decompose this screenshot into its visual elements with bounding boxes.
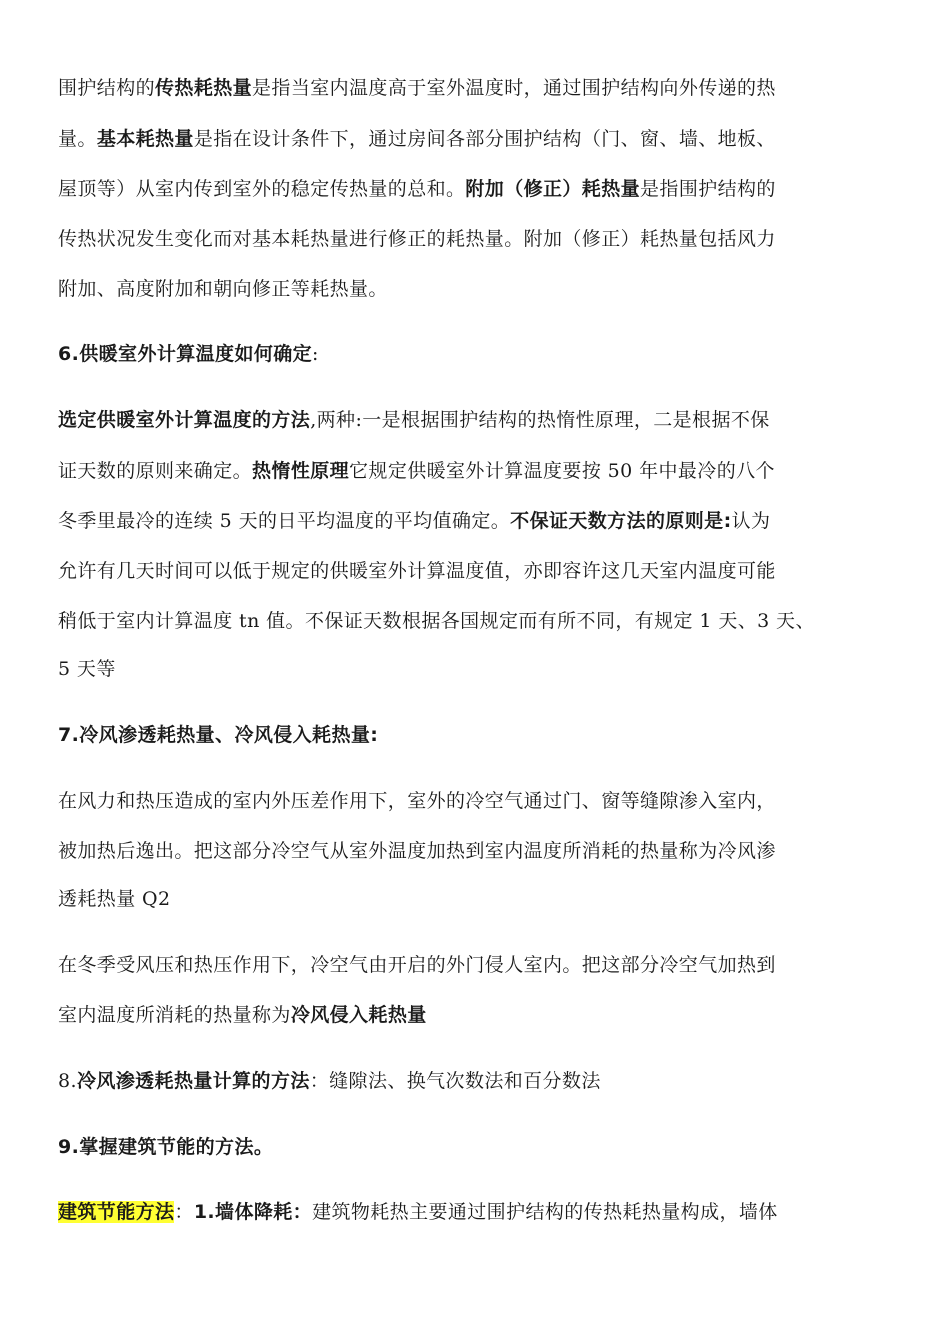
heading-8: 8.冷风渗透耗热量计算的方法：缝隙法、换气次数法和百分数法 <box>58 1070 601 1092</box>
p6-line-1: 选定供暖室外计算温度的方法,两种:一是根据围护结构的热惰性原理，二是根据不保 <box>58 409 770 431</box>
p7a-line-2: 被加热后逸出。把这部分冷空气从室外温度加热到室内温度所消耗的热量称为冷风渗 <box>58 840 776 862</box>
p9-line-1: 建筑节能方法：1.墙体降耗：建筑物耗热主要通过围护结构的传热耗热量构成，墙体 <box>58 1201 778 1223</box>
p1-line-2: 量。基本耗热量是指在设计条件下，通过房间各部分围护结构（门、窗、墙、地板、 <box>58 128 776 150</box>
p1-line-4: 传热状况发生变化而对基本耗热量进行修正的耗热量。附加（修正）耗热量包括风力 <box>58 228 776 250</box>
term-method: 选定供暖室外计算温度的方法 <box>58 409 311 431</box>
p1-line-5: 附加、高度附加和朝向修正等耗热量。 <box>58 278 388 300</box>
p6-line-6: 5 天等 <box>58 658 116 680</box>
term-unguaranteed-days: 不保证天数方法的原则是: <box>510 510 732 532</box>
heading-9: 9.掌握建筑节能的方法。 <box>58 1136 274 1158</box>
p6-line-5: 稍低于室内计算温度 tn 值。不保证天数根据各国规定而有所不同，有规定 1 天、3 天、 <box>58 610 815 632</box>
p7b-line-2: 室内温度所消耗的热量称为冷风侵入耗热量 <box>58 1004 427 1026</box>
p1-line-3: 屋顶等）从室内传到室外的稳定传热量的总和。附加（修正）耗热量是指围护结构的 <box>58 178 776 200</box>
term-wall-saving: 1.墙体降耗： <box>193 1201 313 1223</box>
term-additional-heat-loss: 附加（修正）耗热量 <box>465 178 641 200</box>
p6-line-4: 允许有几天时间可以低于规定的供暖室外计算温度值，亦即容许这几天室内温度可能 <box>58 560 776 582</box>
p7a-line-3: 透耗热量 Q2 <box>58 888 171 910</box>
highlighted-term: 建筑节能方法 <box>58 1201 175 1223</box>
p7a-line-1: 在风力和热压造成的室内外压差作用下，室外的冷空气通过门、窗等缝隙渗入室内， <box>58 790 776 812</box>
p7b-line-1: 在冬季受风压和热压作用下，冷空气由开启的外门侵人室内。把这部分冷空气加热到 <box>58 954 776 976</box>
term-basic-heat-loss: 基本耗热量 <box>96 128 194 150</box>
p6-line-2: 证天数的原则来确定。热惰性原理它规定供暖室外计算温度要按 50 年中最冷的八个 <box>58 460 775 482</box>
term-thermal-inertia: 热惰性原理 <box>252 460 350 482</box>
heading-6: 6.供暖室外计算温度如何确定: <box>58 343 319 365</box>
term-cold-air-intrusion: 冷风侵入耗热量 <box>290 1004 427 1026</box>
p1-line-1: 围护结构的传热耗热量是指当室内温度高于室外温度时，通过围护结构向外传递的热 <box>58 77 776 99</box>
heading-7: 7.冷风渗透耗热量、冷风侵入耗热量: <box>58 724 379 746</box>
term-heat-transfer-loss: 传热耗热量 <box>155 77 253 99</box>
p6-line-3: 冬季里最冷的连续 5 天的日平均温度的平均值确定。不保证天数方法的原则是:认为 <box>58 510 771 532</box>
